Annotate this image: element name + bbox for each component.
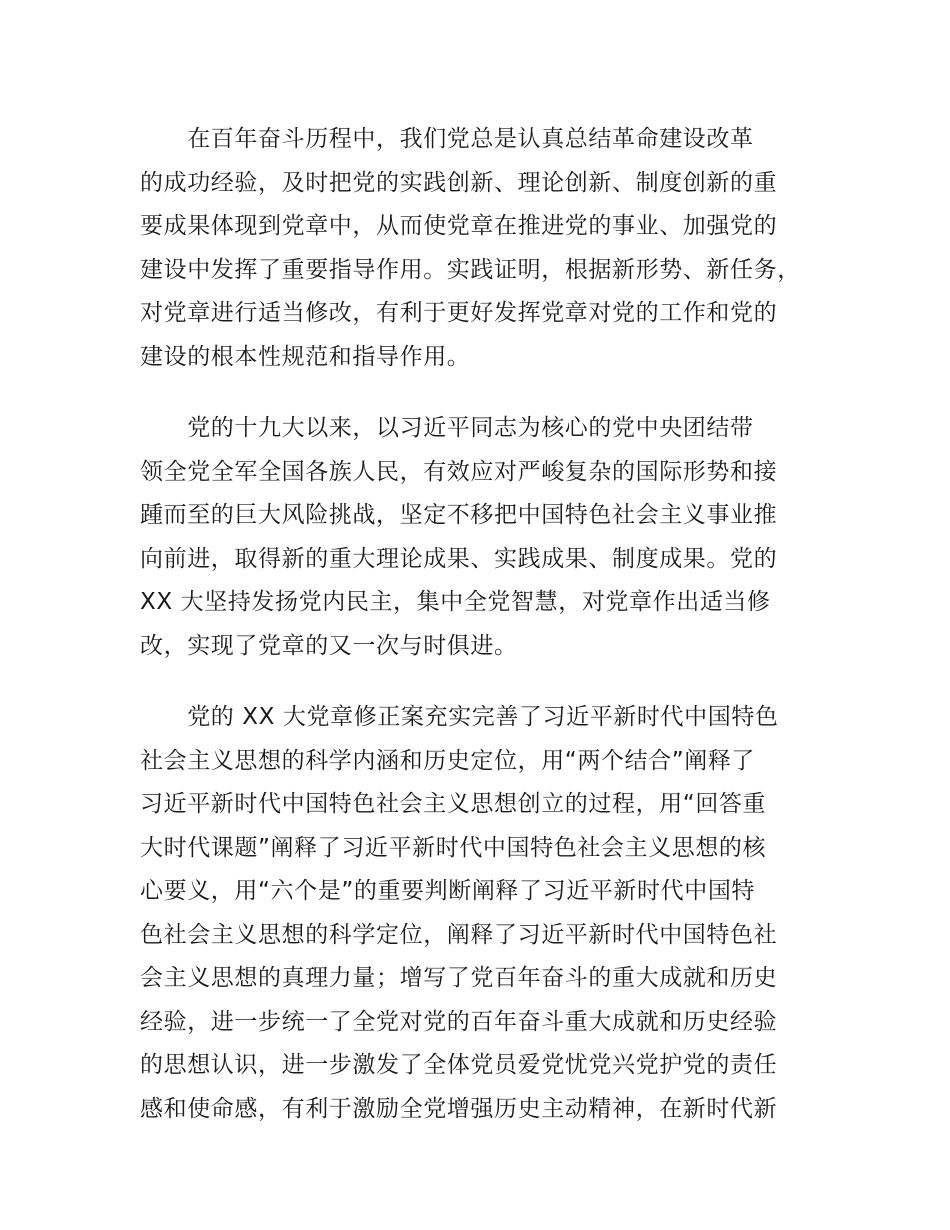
text-line: 习近平新时代中国特色社会主义思想创立的过程，用“回答重 (140, 791, 767, 817)
text-line: 在百年奋斗历程中，我们党总是认真总结革命建设改革 (140, 126, 754, 152)
text-line: 会主义思想的真理力量；增写了党百年奋斗的重大成就和历史 (140, 965, 778, 991)
text-line: 社会主义思想的科学内涵和历史定位，用“两个结合”阐释了 (140, 747, 756, 774)
text-line: 的思想认识，进一步激发了全体党员爱党忧党兴党护党的责任 (140, 1052, 778, 1078)
text-line: 感和使命感，有利于激励全党增强历史主动精神，在新时代新 (140, 1095, 778, 1122)
text-line: 经验，进一步统一了全党对党的百年奋斗重大成就和历史经验 (140, 1008, 778, 1035)
text-line: 心要义，用“六个是”的重要判断阐释了习近平新时代中国特 (140, 878, 756, 904)
text-line: 建设的根本性规范和指导作用。 (140, 343, 471, 370)
text-line: 改，实现了党章的又一次与时俱进。 (140, 632, 518, 659)
text-line: 党的十九大以来，以习近平同志为核心的党中央团结带 (140, 415, 754, 441)
paragraph-1 (140, 118, 830, 379)
paragraph-2 (140, 407, 830, 668)
text-line: 踵而至的巨大风险挑战，坚定不移把中国特色社会主义事业推 (140, 502, 778, 528)
text-line: 建设中发挥了重要指导作用。实践证明，根据新形势、新任务， (140, 256, 801, 283)
document-page (140, 118, 830, 1131)
text-line: 党的 XX 大党章修正案充实完善了习近平新时代中国特色 (140, 704, 779, 730)
text-line: XX 大坚持发扬党内民主，集中全党智慧，对党章作出适当修 (140, 589, 771, 615)
paragraph-3 (140, 696, 830, 1131)
text-line: 领全党全军全国各族人民，有效应对严峻复杂的国际形势和接 (140, 458, 778, 485)
text-line: 色社会主义思想的科学定位，阐释了习近平新时代中国特色社 (140, 921, 778, 948)
text-line: 的成功经验，及时把党的实践创新、理论创新、制度创新的重 (140, 169, 778, 196)
text-line: 大时代课题”阐释了习近平新时代中国特色社会主义思想的核 (140, 834, 767, 861)
text-line: 要成果体现到党章中，从而使党章在推进党的事业、加强党的 (140, 213, 778, 239)
text-line: 向前进，取得新的重大理论成果、实践成果、制度成果。党的 (140, 545, 778, 572)
text-line: 对党章进行适当修改，有利于更好发挥党章对党的工作和党的 (140, 300, 778, 326)
